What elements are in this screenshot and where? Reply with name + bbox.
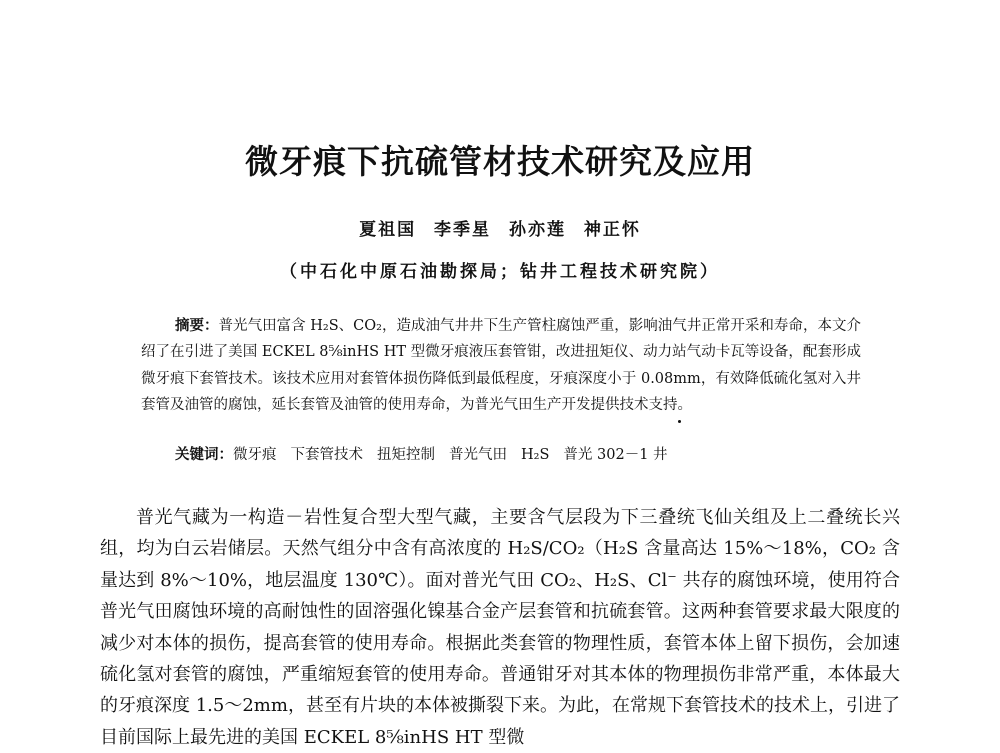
author-name: 夏祖国 [359, 220, 417, 240]
keyword: 普光 302－1 井 [563, 447, 668, 463]
keywords-label: 关键词： [175, 446, 233, 463]
abstract-label: 摘要： [175, 317, 219, 334]
keyword: H₂S [521, 447, 550, 463]
author-name: 李季星 [434, 220, 492, 240]
paper-title: 微牙痕下抗硫管材技术研究及应用 [245, 142, 755, 181]
keywords [175, 443, 682, 464]
keyword: 下套管技术 [290, 447, 363, 463]
stray-dot-mark [678, 420, 681, 423]
abstract [141, 313, 861, 419]
keyword: 扭矩控制 [377, 447, 435, 463]
keyword: 普光气田 [449, 447, 507, 463]
keyword: 微牙痕 [233, 447, 277, 463]
abstract-text: 普光气田富含 H₂S、CO₂，造成油气井井下生产管柱腐蚀严重，影响油气井正常开采和寿命，本文介绍了在引进了美国 ECKEL 8⅝inHS HT 型微牙痕液压套管钳，改进扭矩仪、动力站气动卡瓦等设备，配套形成微牙痕下套管技术。该技术应用对套管体损伤降低到最低程度，牙痕深度小于 0.08mm，有效降低硫化氢对入井套管及油管的腐蚀，延长套管及油管的使用寿命，为普光气田生产开发提供技术支持。 [141, 318, 861, 414]
body-paragraph: 普光气藏为一构造－岩性复合型大型气藏，主要含气层段为下三叠统飞仙关组及上二叠统长兴组，均为白云岩储层。天然气组分中含有高浓度的 H₂S/CO₂（H₂S 含量高达 15%～18%，CO₂ 含量达到 8%～10%，地层温度 130℃）。面对普光气田 CO₂、H₂S、Cl⁻ 共存的腐蚀环境，使用符合普光气田腐蚀环境的高耐蚀性的固溶强化镍基合金产层套管和抗硫套管。这两种套管要求最大限度的减少对本体的损伤，提高套管的使用寿命。根据此类套管的物理性质，套管本体上留下损伤，会加速硫化氢对套管的腐蚀，严重缩短套管的使用寿命。普通钳牙对其本体的物理损伤非常严重，本体最大的牙痕深度 1.5～2mm，甚至有片块的本体被撕裂下来。为此，在常规下套管技术的技术上，引进了目前国际上最先进的美国 ECKEL 8⅝inHS HT 型微 [100, 507, 900, 748]
author-name: 神正怀 [583, 220, 641, 240]
author-name: 孙亦莲 [508, 220, 566, 240]
author-list [0, 215, 1000, 240]
author-affiliation: （中石化中原石油勘探局；钻井工程技术研究院） [280, 262, 720, 282]
